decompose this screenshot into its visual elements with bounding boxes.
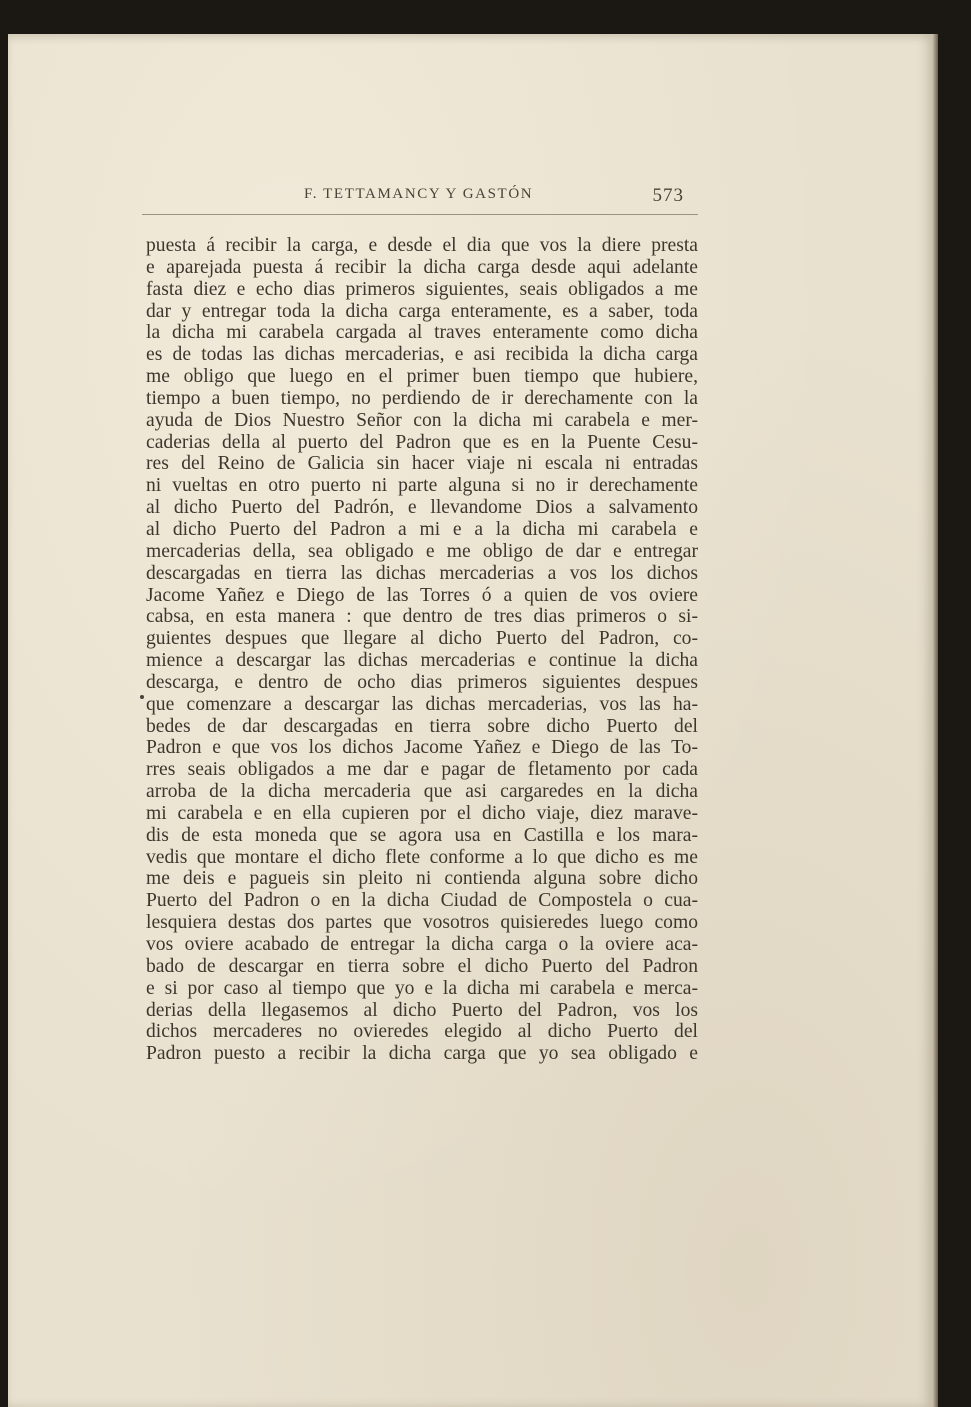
text-line: cabsa, en esta manera : que dentro de tres dias primeros o si- [146,606,698,628]
text-line: derias della llegasemos al dicho Puerto del Padron, vos los [146,999,698,1021]
header-rule [142,214,698,215]
page-header [142,186,698,216]
text-line: es de todas las dichas mercaderias, e asi recibida la dicha carga [146,344,698,366]
text-line: e aparejada puesta á recibir la dicha carga desde aqui adelante [146,256,698,278]
text-line: que comenzare a descargar las dichas mercaderias, vos las ha- [146,693,698,715]
text-line: bedes de dar descargadas en tierra sobre dicho Puerto del [146,715,698,737]
text-line: al dicho Puerto del Padrón, e llevandome Dios a salvamento [146,497,698,519]
body-text [146,235,698,1065]
text-line: arroba de la dicha mercaderia que asi cargaredes en la dicha [146,781,698,803]
text-line: Padron puesto a recibir la dicha carga que yo sea obligado e [146,1043,698,1065]
text-line: la dicha mi carabela cargada al traves enteramente como dicha [146,322,698,344]
text-line: e si por caso al tiempo que yo e la dicha mi carabela e merca- [146,977,698,999]
text-line: lesquiera destas dos partes que vosotros quisieredes luego como [146,912,698,934]
text-line: ayuda de Dios Nuestro Señor con la dicha mi carabela e mer- [146,409,698,431]
text-line: al dicho Puerto del Padron a mi e a la dicha mi carabela e [146,518,698,540]
text-line: rres seais obligados a me dar e pagar de fletamento por cada [146,759,698,781]
text-line: guientes despues que llegare al dicho Puerto del Padron, co- [146,628,698,650]
text-line: vos oviere acabado de entregar la dicha carga o la oviere aca- [146,934,698,955]
text-line: dis de esta moneda que se agora usa en Castilla e los mara- [146,824,698,846]
text-line: mience a descargar las dichas mercaderias e continue la dicha [146,650,698,672]
text-line: fasta diez e echo dias primeros siguientes, seais obligados a me [146,278,698,300]
page-number: 573 [652,185,684,206]
running-head: F. TETTAMANCY Y GASTÓN [304,186,534,202]
text-line: Jacome Yañez e Diego de las Torres ó a quien de vos oviere [146,584,698,606]
text-line: dichos mercaderes no ovieredes elegido al dicho Puerto del [146,1021,698,1043]
text-line: Padron e que vos los dichos Jacome Yañez e Diego de las To- [146,737,698,759]
text-line: dar y entregar toda la dicha carga enteramente, es a saber, toda [146,300,698,322]
text-line: tiempo a buen tiempo, no perdiendo de ir derechamente con la [146,387,698,409]
margin-mark [140,695,144,699]
text-line: me deis e pagueis sin pleito ni contienda alguna sobre dicho [146,868,698,890]
text-line: caderias della al puerto del Padron que es en la Puente Cesu- [146,431,698,453]
text-line: descarga, e dentro de ocho dias primeros siguientes despues [146,671,698,693]
page-edge [932,34,938,1407]
text-line: me obligo que luego en el primer buen tiempo que hubiere, [146,366,698,388]
text-line: vedis que montare el dicho flete conforme a lo que dicho es me [146,846,698,868]
text-line: puesta á recibir la carga, e desde el dia que vos la diere presta [146,235,698,256]
text-line: res del Reino de Galicia sin hacer viaje ni escala ni entradas [146,453,698,475]
text-line: bado de descargar en tierra sobre el dicho Puerto del Padron [146,955,698,977]
text-line: Puerto del Padron o en la dicha Ciudad de Compostela o cua- [146,890,698,912]
text-line: mercaderias della, sea obligado e me obligo de dar e entregar [146,540,698,562]
text-line: descargadas en tierra las dichas mercaderias a vos los dichos [146,562,698,584]
text-line: mi carabela e en ella cupieren por el dicho viaje, diez marave- [146,802,698,824]
text-line: ni vueltas en otro puerto ni parte alguna si no ir derechamente [146,475,698,497]
